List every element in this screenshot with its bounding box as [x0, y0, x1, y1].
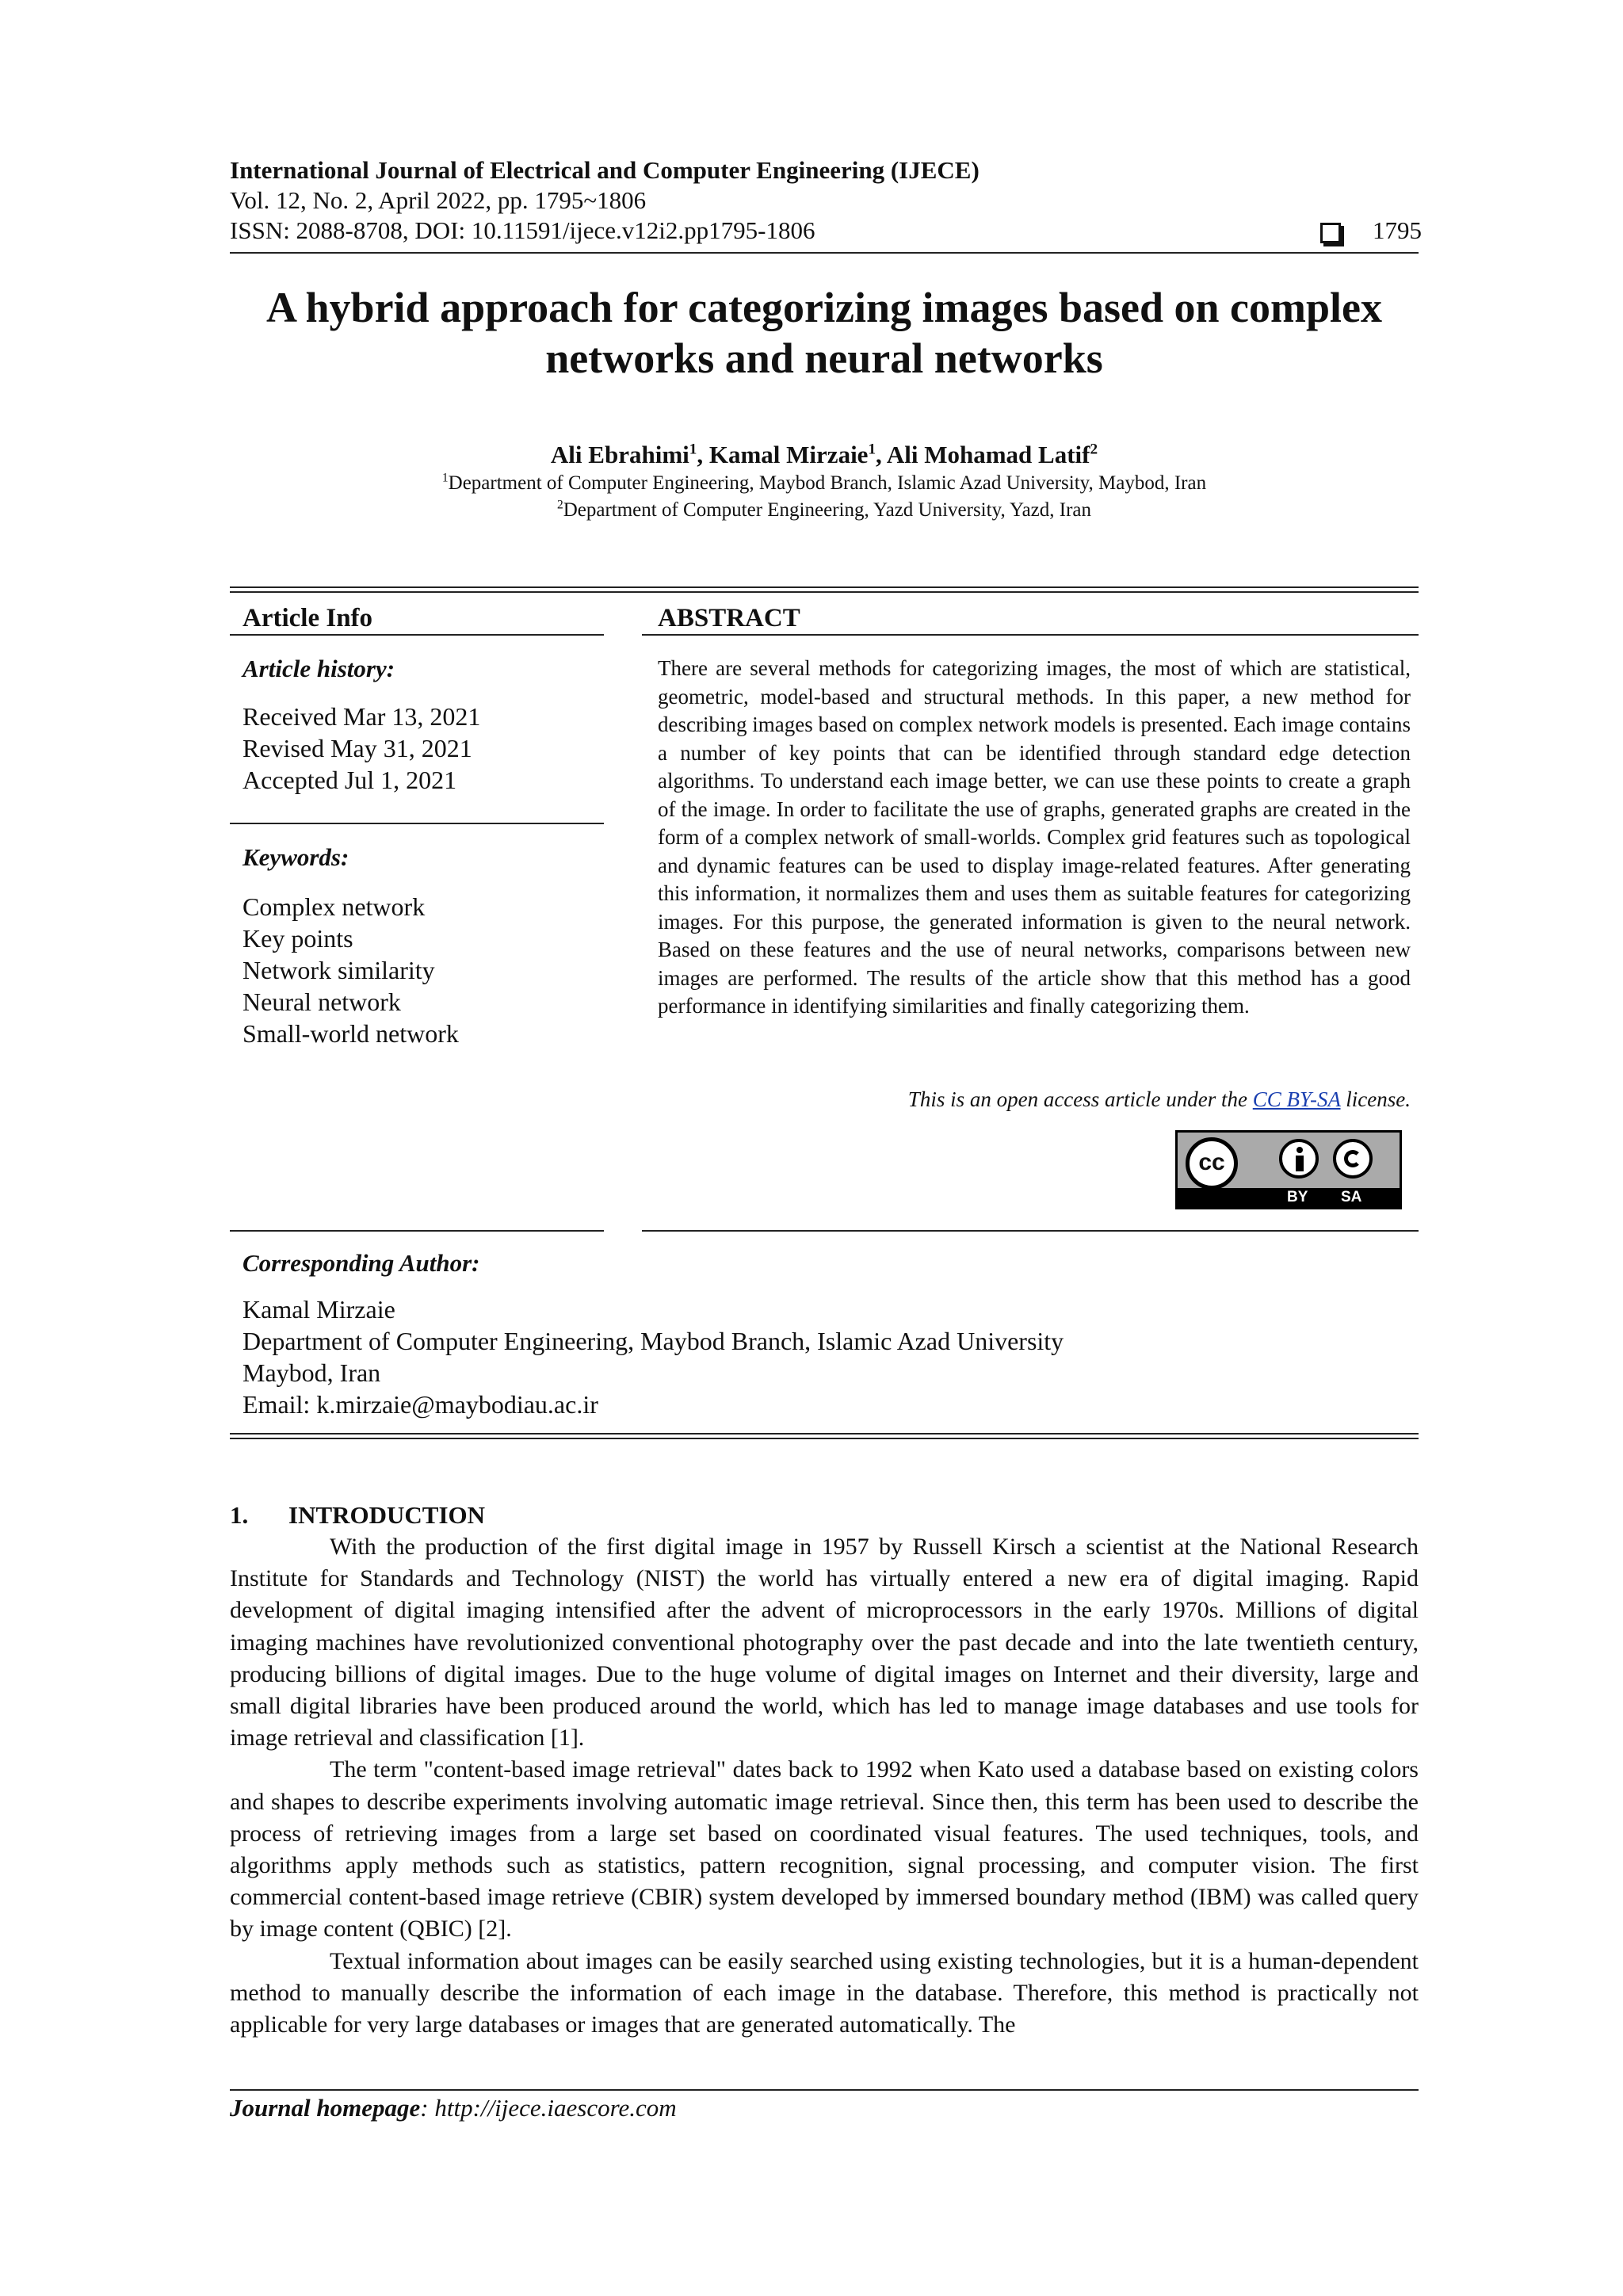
paper-title-line2: networks and neural networks: [545, 334, 1103, 382]
article-history-label: Article history:: [242, 655, 395, 682]
keyword-item: Complex network: [242, 892, 426, 921]
header-rule: [230, 252, 1419, 254]
abstract-bottom-rule: [642, 1230, 1419, 1232]
paper-title-line1: A hybrid approach for categorizing images based on complex: [265, 284, 1382, 331]
cc-by-sa-badge: [1175, 1130, 1402, 1209]
checkbox-icon: [1320, 216, 1341, 246]
infobox-bottom-rule-1: [230, 1433, 1419, 1435]
author-list: Ali Ebrahimi$^1$, Kamal Mirzaie$^1$, Ali Mohamad Latif$^2$: [550, 441, 1098, 468]
journal-homepage: Journal homepage: http://ijece.iaescore.com: [230, 2094, 677, 2122]
keyword-item: Network similarity: [242, 956, 435, 984]
affiliation-2: $^2$Department of Computer Engineering, Yazd University, Yazd, Iran: [556, 498, 1092, 521]
page-number: 1795: [1373, 216, 1422, 244]
badge-sa-label: SA: [1341, 1189, 1362, 1205]
footer-rule: [230, 2089, 1419, 2091]
affiliation-1: $^1$Department of Computer Engineering, Maybod Branch, Islamic Azad University, Maybod, Iran: [441, 471, 1207, 494]
keywords-label: Keywords:: [242, 843, 349, 871]
corresponding-author-label: Corresponding Author:: [242, 1249, 480, 1277]
history-rule: [230, 823, 604, 824]
abstract-rule: [642, 634, 1419, 636]
received-date: Received Mar 13, 2021: [242, 702, 481, 731]
volume-info: Vol. 12, No. 2, April 2022, pp. 1795~1806: [230, 186, 647, 214]
intro-paragraph-3: Textual information about images can be easily searched using existing technologies, but it is a human-dependent method to manually describe the information of each image in the database. Therefore, this method is practically not applicable for very large databases or images that are generated automatically. The: [230, 1947, 1419, 2038]
intro-paragraph-2: The term "content-based image retrieval" dates back to 1992 when Kato used a database based on existing colors and shapes to describe experiments involving automatic image retrieval. Since then, this term has been used to describe the process of retrieving images from a large set based on coordinated visual features. The used techniques, tools, and algorithms apply methods such as statistics, pattern recognition, signal processing, and computer vision. The first commercial content-based image retrieve (CBIR) system developed by immersed boundary method (IBM) was called query by image content (QBIC) [2].: [230, 1756, 1419, 1943]
section-number: 1.: [230, 1501, 249, 1529]
badge-by-label: BY: [1287, 1189, 1308, 1205]
license-line: This is an open access article under the CC BY-SA license.: [907, 1087, 1411, 1111]
infobox-bottom-rule-2: [230, 1438, 1419, 1439]
author-3: Ali Mohamad Latif: [886, 441, 1090, 468]
revised-date: Revised May 31, 2021: [242, 734, 472, 762]
abstract-heading: ABSTRACT: [658, 604, 800, 632]
keyword-item: Key points: [242, 924, 353, 953]
article-info-heading: Article Info: [242, 604, 373, 632]
homepage-label: Journal homepage: [230, 2094, 421, 2122]
infobox-top-rule-1: [230, 586, 1419, 588]
abstract-text: There are several methods for categorizing images, the most of which are statistical, geometric, model-based and structural methods. In this paper, a new method for describing images based on complex network models is presented. Each image contains a number of key points that can be identified through standard edge detection algorithms. To understand each image better, we can use these points to create a graph of the image. In order to facilitate the use of graphs, generated graphs are created in the form of a complex network of small-worlds. Complex grid features such as topological and dynamic features can be used to display image-related features. After generating this information, it normalizes them and uses them as suitable features for categorizing images. For this purpose, the generated information is given to the neural network. Based on these features and the use of neural networks, comparisons between new images are performed. The results of the article show that this method has a good performance in identifying similarities and finally categorizing them.: [658, 656, 1411, 1018]
corresponding-name: Kamal Mirzaie: [242, 1295, 395, 1324]
corresponding-city: Maybod, Iran: [242, 1358, 381, 1387]
keyword-item: Small-world network: [242, 1019, 459, 1048]
homepage-url[interactable]: http://ijece.iaescore.com: [434, 2094, 677, 2122]
author-2: Kamal Mirzaie: [708, 441, 869, 468]
issn-doi: ISSN: 2088-8708, DOI: 10.11591/ijece.v12i2.pp1795-1806: [230, 216, 815, 244]
section-heading: INTRODUCTION: [288, 1501, 486, 1529]
cc-by-sa-link[interactable]: CC BY-SA: [1252, 1087, 1341, 1111]
cc-logo-icon: cc: [1186, 1137, 1238, 1190]
accepted-date: Accepted Jul 1, 2021: [242, 766, 457, 794]
intro-paragraph-1: With the production of the first digital image in 1957 by Russell Kirsch a scientist at the National Research Institute for Standards and Technology (NIST) the world has virtually entered a new era of digital imaging. Rapid development of digital imaging intensified after the advent of microprocessors in the early 1970s. Millions of digital imaging machines have revolutionized conventional photography over the past decade and into the late twentieth century, producing billions of digital images. Due to the huge volume of digital images on Internet and their diversity, large and small digital libraries have been produced around the world, which has led to manage image databases and use tools for image retrieval and classification [1].: [230, 1534, 1419, 1752]
attribution-icon: [1279, 1139, 1319, 1179]
corresponding-dept: Department of Computer Engineering, Maybod Branch, Islamic Azad University: [242, 1327, 1064, 1355]
keywords-bottom-rule: [230, 1230, 604, 1232]
keyword-item: Neural network: [242, 988, 401, 1016]
badge-label-bar: [1178, 1188, 1400, 1207]
corresponding-email: Email: k.mirzaie@maybodiau.ac.ir: [242, 1390, 598, 1419]
journal-name: International Journal of Electrical and Computer Engineering (IJECE): [230, 156, 980, 184]
author-1: Ali Ebrahimi: [550, 441, 689, 468]
introduction-body: [230, 1531, 1419, 2041]
article-info-rule: [230, 634, 604, 636]
infobox-top-rule-2: [230, 591, 1419, 593]
share-alike-icon: [1333, 1139, 1373, 1179]
